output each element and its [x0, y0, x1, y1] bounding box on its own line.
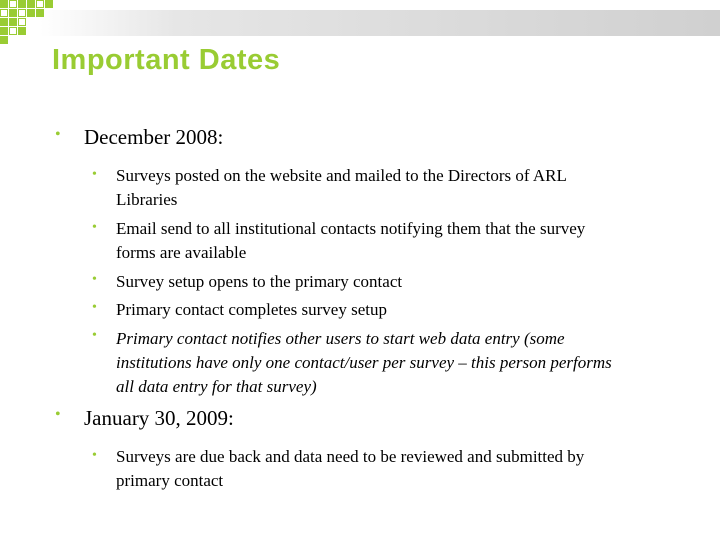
checker-square-icon: [0, 18, 8, 26]
section-heading: December 2008:: [84, 125, 224, 149]
checker-square-icon: [36, 0, 44, 8]
checker-square-icon: [9, 27, 17, 35]
checker-square-icon: [9, 0, 17, 8]
list-item: Primary contact notifies other users to start web data entry (some institutions have only one contact/user per survey – this person performs all data entry for that survey): [116, 329, 612, 396]
list-item: Primary contact completes survey setup: [116, 300, 387, 319]
checker-square-icon: [27, 9, 35, 17]
bullet-icon: •: [92, 448, 97, 463]
checker-square-icon: [18, 9, 26, 17]
checker-square-icon: [9, 18, 17, 26]
bullet-icon: •: [92, 220, 97, 235]
header-decoration: [0, 0, 720, 44]
bullet-icon: •: [55, 406, 61, 423]
list-item: Email send to all institutional contacts notifying them that the survey forms are available: [116, 219, 586, 262]
header-gradient-bar: [40, 10, 720, 36]
checker-square-icon: [0, 9, 8, 17]
list-item: Surveys are due back and data need to be reviewed and submitted by primary contact: [116, 447, 585, 490]
bullet-icon: •: [92, 167, 97, 182]
slide-title: Important Dates: [52, 44, 281, 76]
checker-square-icon: [9, 9, 17, 17]
bullet-icon: •: [92, 300, 97, 315]
checker-square-icon: [18, 0, 26, 8]
section-heading: January 30, 2009:: [84, 406, 234, 430]
checker-square-icon: [0, 36, 8, 44]
list-item: Survey setup opens to the primary contact: [116, 272, 403, 291]
checker-square-icon: [0, 0, 8, 8]
checker-square-icon: [45, 0, 53, 8]
bullet-icon: •: [92, 272, 97, 287]
checker-square-icon: [0, 27, 8, 35]
checker-square-icon: [36, 9, 44, 17]
checker-square-icon: [18, 27, 26, 35]
bullet-icon: •: [55, 126, 61, 143]
checker-square-icon: [18, 18, 26, 26]
list-item: Surveys posted on the website and mailed to the Directors of ARL Libraries: [116, 166, 567, 209]
checker-square-icon: [27, 0, 35, 8]
bullet-icon: •: [92, 328, 97, 343]
